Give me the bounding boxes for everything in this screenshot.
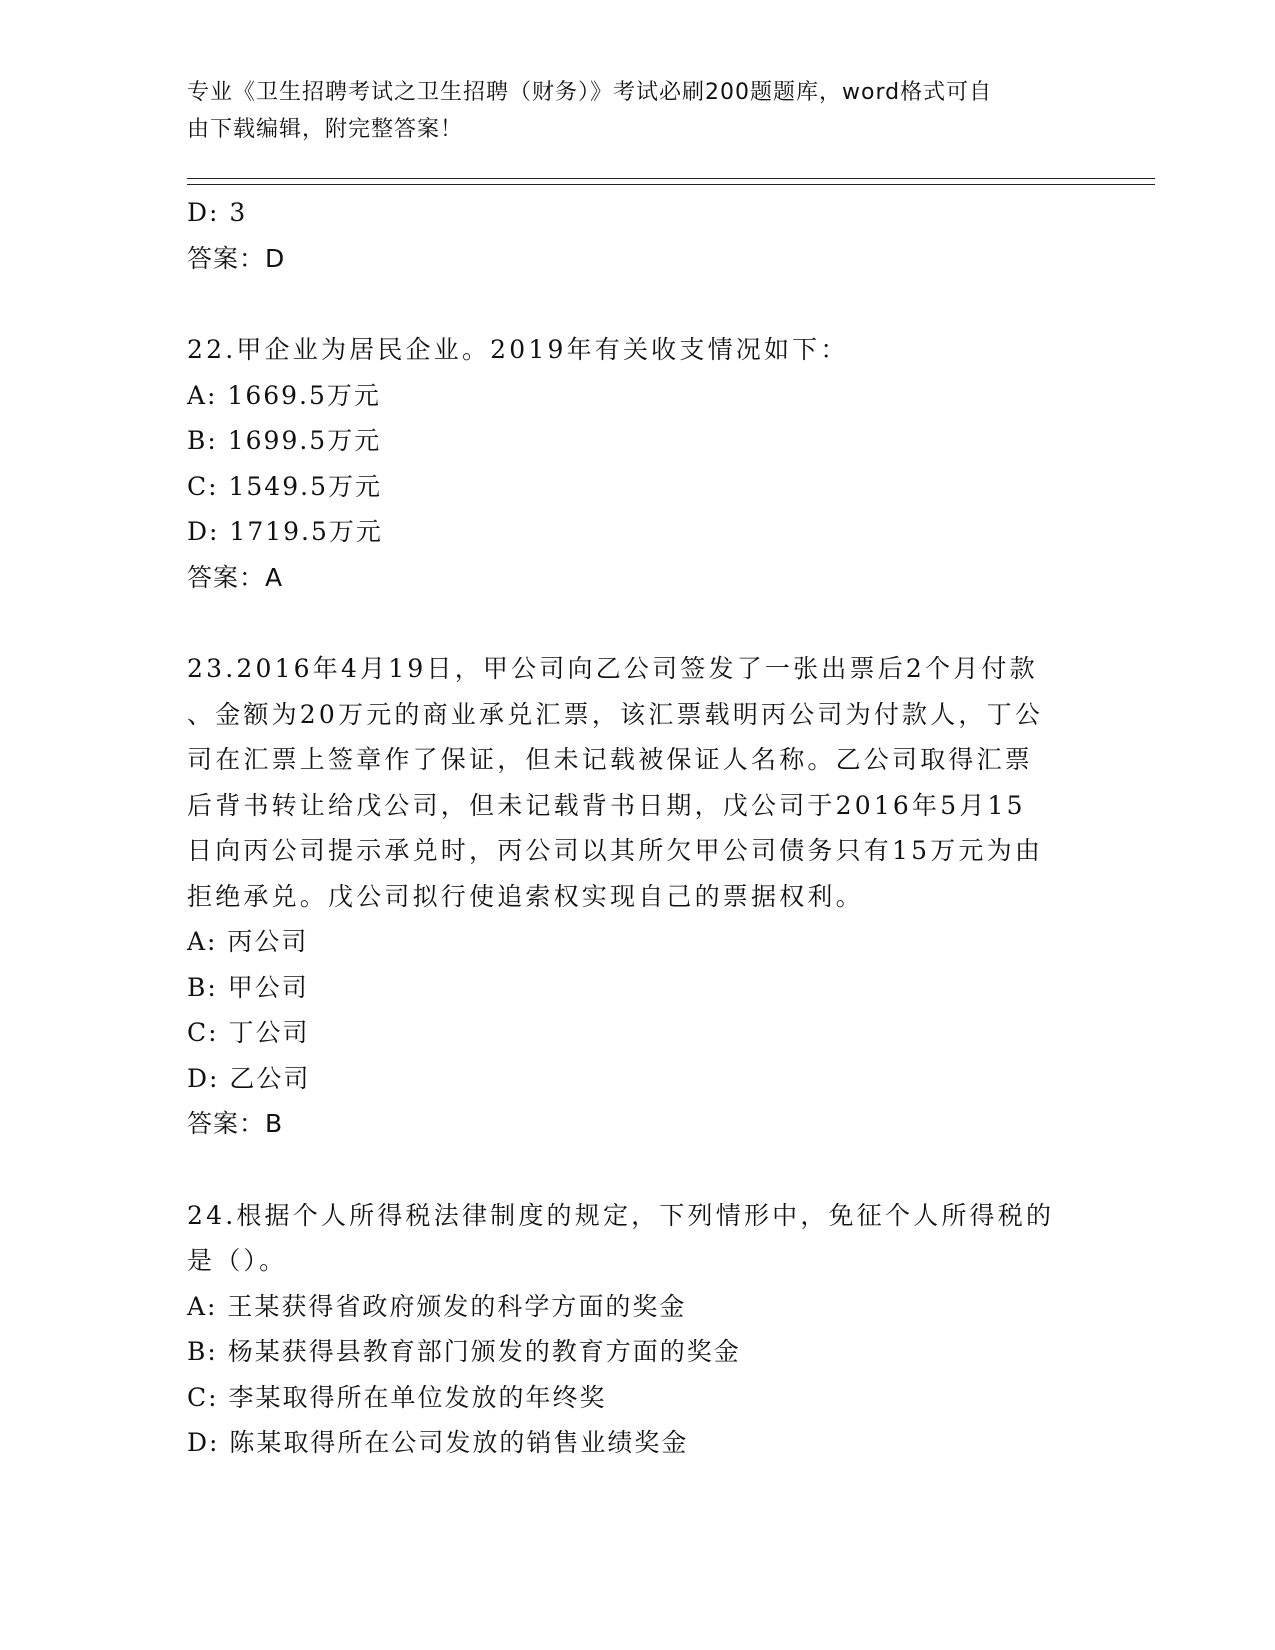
- document-header: [187, 74, 1067, 148]
- header-rule-top: [187, 178, 1155, 179]
- question-stem-line: 、金额为20万元的商业承兑汇票，该汇票载明丙公司为付款人，丁公: [187, 699, 1044, 729]
- option-d: D: 1719.5万元: [187, 517, 383, 546]
- option-a: A: 1669.5万元: [187, 380, 381, 410]
- option-d: D: 3: [187, 198, 248, 227]
- spacer: [187, 281, 1087, 327]
- answer-line: 答案：A: [187, 562, 284, 592]
- question-stem: 22.甲企业为居民企业。2019年有关收支情况如下：: [187, 335, 849, 364]
- option-a: A: 王某获得省政府颁发的科学方面的奖金: [187, 1291, 687, 1321]
- question-stem-line: 23.2016年4月19日，甲公司向乙公司签发了一张出票后2个月付款: [187, 654, 1038, 683]
- option-c: C: 李某取得所在单位发放的年终奖: [187, 1382, 607, 1412]
- question-stem-line: 后背书转让给戊公司，但未记载背书日期，戊公司于2016年5月15: [187, 790, 1026, 820]
- spacer: [187, 1147, 1087, 1193]
- option-b: B: 1699.5万元: [187, 426, 382, 455]
- question-24: [187, 1193, 1087, 1466]
- question-stem-line: 拒绝承兑。戊公司拟行使追索权实现自己的票据权利。: [187, 881, 864, 911]
- question-stem-line: 是（）。: [187, 1246, 288, 1275]
- header-line-1: 专业《卫生招聘考试之卫生招聘（财务）》考试必刷200题题库，word格式可自: [187, 80, 993, 105]
- option-b: B: 杨某获得县教育部门颁发的教育方面的奖金: [187, 1337, 741, 1366]
- question-stem-line: 24.根据个人所得税法律制度的规定，下列情形中，免征个人所得税的: [187, 1200, 1055, 1230]
- option-c: C: 1549.5万元: [187, 471, 382, 501]
- document-body: [187, 190, 1087, 1466]
- header-line-2: 由下载编辑，附完整答案！: [187, 117, 464, 142]
- previous-question-tail: [187, 190, 1087, 281]
- question-22: [187, 327, 1087, 600]
- option-d: D: 乙公司: [187, 1063, 311, 1093]
- answer-line: 答案：D: [187, 243, 286, 273]
- question-stem-line: 司在汇票上签章作了保证，但未记载被保证人名称。乙公司取得汇票: [187, 745, 1034, 774]
- answer-line: 答案：B: [187, 1109, 284, 1138]
- option-a: A: 丙公司: [187, 927, 309, 956]
- question-stem-line: 日向丙公司提示承兑时，丙公司以其所欠甲公司债务只有15万元为由: [187, 836, 1044, 865]
- option-b: B: 甲公司: [187, 972, 309, 1002]
- question-23: [187, 646, 1087, 1147]
- header-rule-bottom: [187, 184, 1155, 185]
- option-c: C: 丁公司: [187, 1018, 310, 1047]
- spacer: [187, 600, 1087, 646]
- option-d: D: 陈某取得所在公司发放的销售业绩奖金: [187, 1428, 689, 1457]
